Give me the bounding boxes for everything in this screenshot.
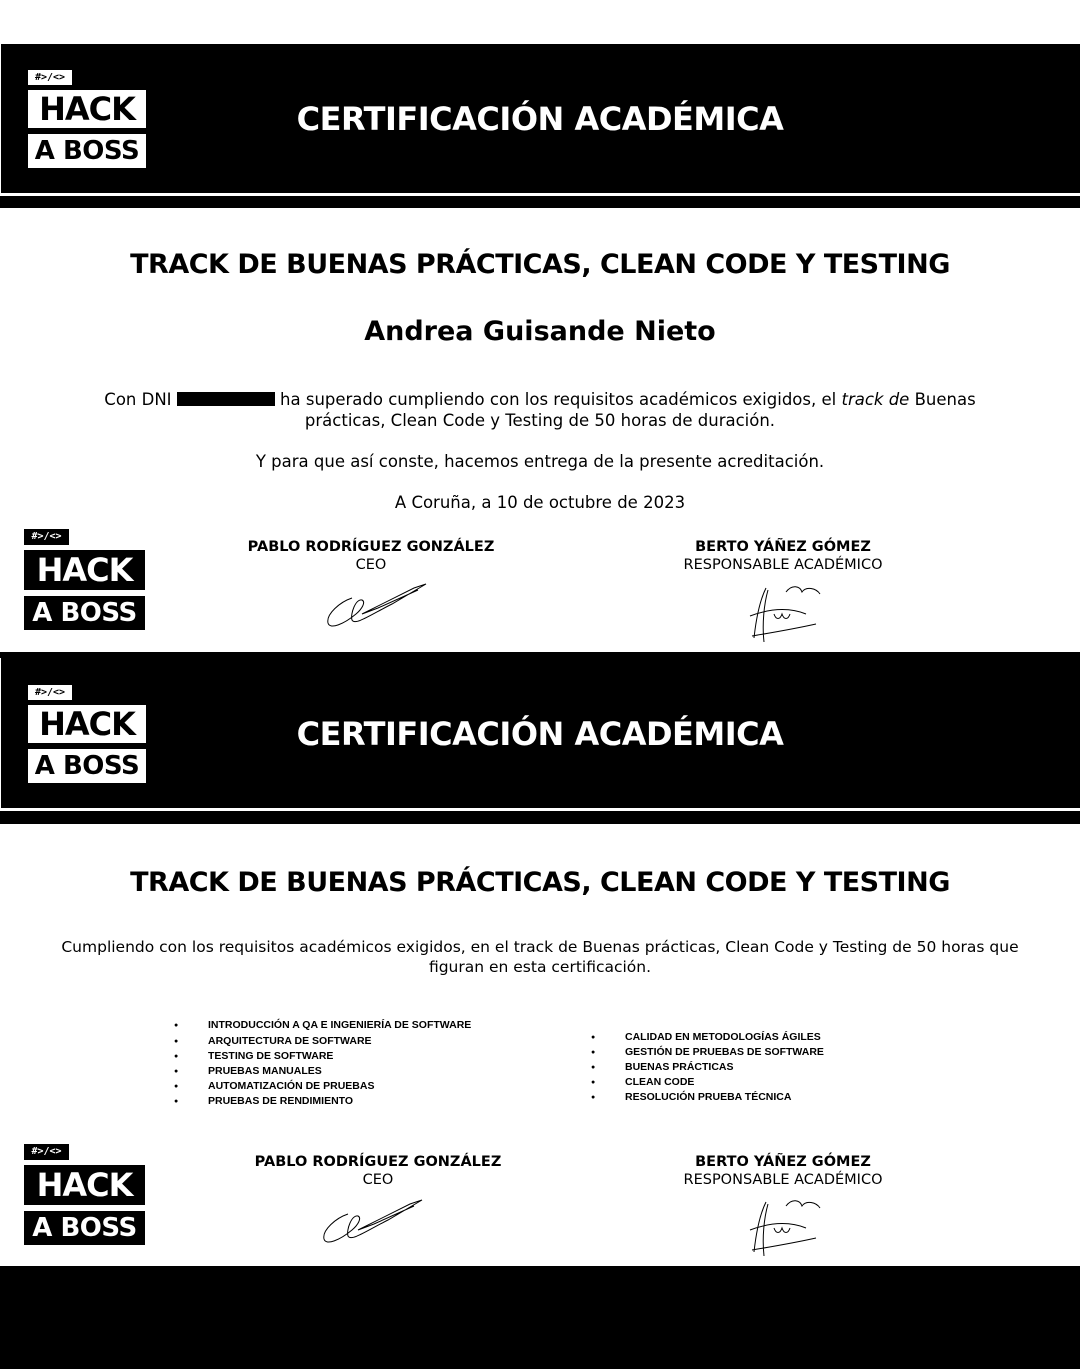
logo-word-a-boss: A BOSS [28,749,146,783]
signatory-1-role: CEO [362,1172,394,1188]
modules-list-left [174,1018,471,1109]
intro-line-1: Cumpliendo con los requisitos académicos exigidos, en el track de Buenas prácticas, Clean Code y Testing de 50 horas que [61,938,1019,956]
signature-1-drawing [318,1196,428,1246]
certificate-front-page [0,0,1080,652]
track-title: TRACK DE BUENAS PRÁCTICAS, CLEAN CODE Y TESTING [130,249,950,280]
list-item: ● ARQUITECTURA DE SOFTWARE [174,1034,471,1049]
logo-word-a-boss: A BOSS [28,134,146,168]
hack-a-boss-logo [28,70,146,168]
modules-list-right [591,1030,824,1105]
signature-2-drawing [746,580,826,646]
hack-a-boss-footer-logo [24,529,145,630]
signature-1-drawing [322,580,432,630]
list-item: ● INTRODUCCIÓN A QA E INGENIERÍA DE SOFTWARE [174,1018,471,1033]
list-item: ● PRUEBAS MANUALES [174,1064,471,1079]
list-item: ● TESTING DE SOFTWARE [174,1049,471,1064]
statement-prefix: Con DNI [104,390,172,409]
list-item: ● PRUEBAS DE RENDIMIENTO [174,1094,471,1109]
logo-tag: #>/<> [28,685,72,700]
recipient-name: Andrea Guisande Nieto [364,316,716,347]
hack-a-boss-logo [28,685,146,783]
list-item: ● BUENAS PRÁCTICAS [591,1060,824,1075]
signatory-1-role: CEO [355,557,387,573]
logo-word-hack: HACK [28,90,146,128]
logo-tag: #>/<> [24,1144,69,1160]
logo-word-hack: HACK [28,705,146,743]
signatory-1-name: PABLO RODRÍGUEZ GONZÁLEZ [254,1154,502,1170]
statement-line2: prácticas, Clean Code y Testing de 50 horas de duración. [304,411,776,430]
header-divider [0,193,1080,196]
signatory-2-name: BERTO YÁÑEZ GÓMEZ [695,1154,871,1170]
logo-word-hack: HACK [24,1165,145,1205]
list-item: ● GESTIÓN DE PRUEBAS DE SOFTWARE [591,1045,824,1060]
modules-intro [30,937,1050,977]
statement-line1-end: Buenas [914,390,976,409]
list-item: ● AUTOMATIZACIÓN DE PRUEBAS [174,1079,471,1094]
header-band-top-margin [0,0,1080,44]
signatory-1-name: PABLO RODRÍGUEZ GONZÁLEZ [247,539,495,555]
header-band-edge [0,44,1,194]
header-band [0,0,1080,208]
page-title: CERTIFICACIÓN ACADÉMICA [296,100,784,138]
hack-a-boss-footer-logo [24,1144,145,1245]
header-divider [0,808,1080,811]
certificate-statement [40,389,1040,431]
signatory-2-name: BERTO YÁÑEZ GÓMEZ [695,539,871,555]
signatory-2-role: RESPONSABLE ACADÉMICO [683,1172,883,1188]
list-item: ● CALIDAD EN METODOLOGÍAS ÁGILES [591,1030,824,1045]
logo-tag: #>/<> [24,529,69,545]
certificate-back-page [0,654,1080,1266]
delivery-text: Y para que así conste, hacemos entrega de la presente acreditación. [255,452,825,471]
logo-tag: #>/<> [28,70,72,85]
logo-word-hack: HACK [24,550,145,590]
signatory-2-role: RESPONSABLE ACADÉMICO [683,557,883,573]
intro-line-2: figuran en esta certificación. [428,958,652,976]
logo-word-a-boss: A BOSS [24,1211,145,1245]
place-date: A Coruña, a 10 de octubre de 2023 [394,493,686,512]
statement-track-italic: track de [841,390,910,409]
logo-word-a-boss: A BOSS [24,596,145,630]
statement-middle: ha superado cumpliendo con los requisitos académicos exigidos, el [280,390,837,409]
redacted-id-block [177,392,275,406]
track-title: TRACK DE BUENAS PRÁCTICAS, CLEAN CODE Y TESTING [130,867,950,898]
list-item: ● RESOLUCIÓN PRUEBA TÉCNICA [591,1090,824,1105]
list-item: ● CLEAN CODE [591,1075,824,1090]
header-band [0,654,1080,824]
header-band-edge [0,658,1,808]
page-title: CERTIFICACIÓN ACADÉMICA [296,715,784,753]
signature-2-drawing [746,1194,826,1260]
